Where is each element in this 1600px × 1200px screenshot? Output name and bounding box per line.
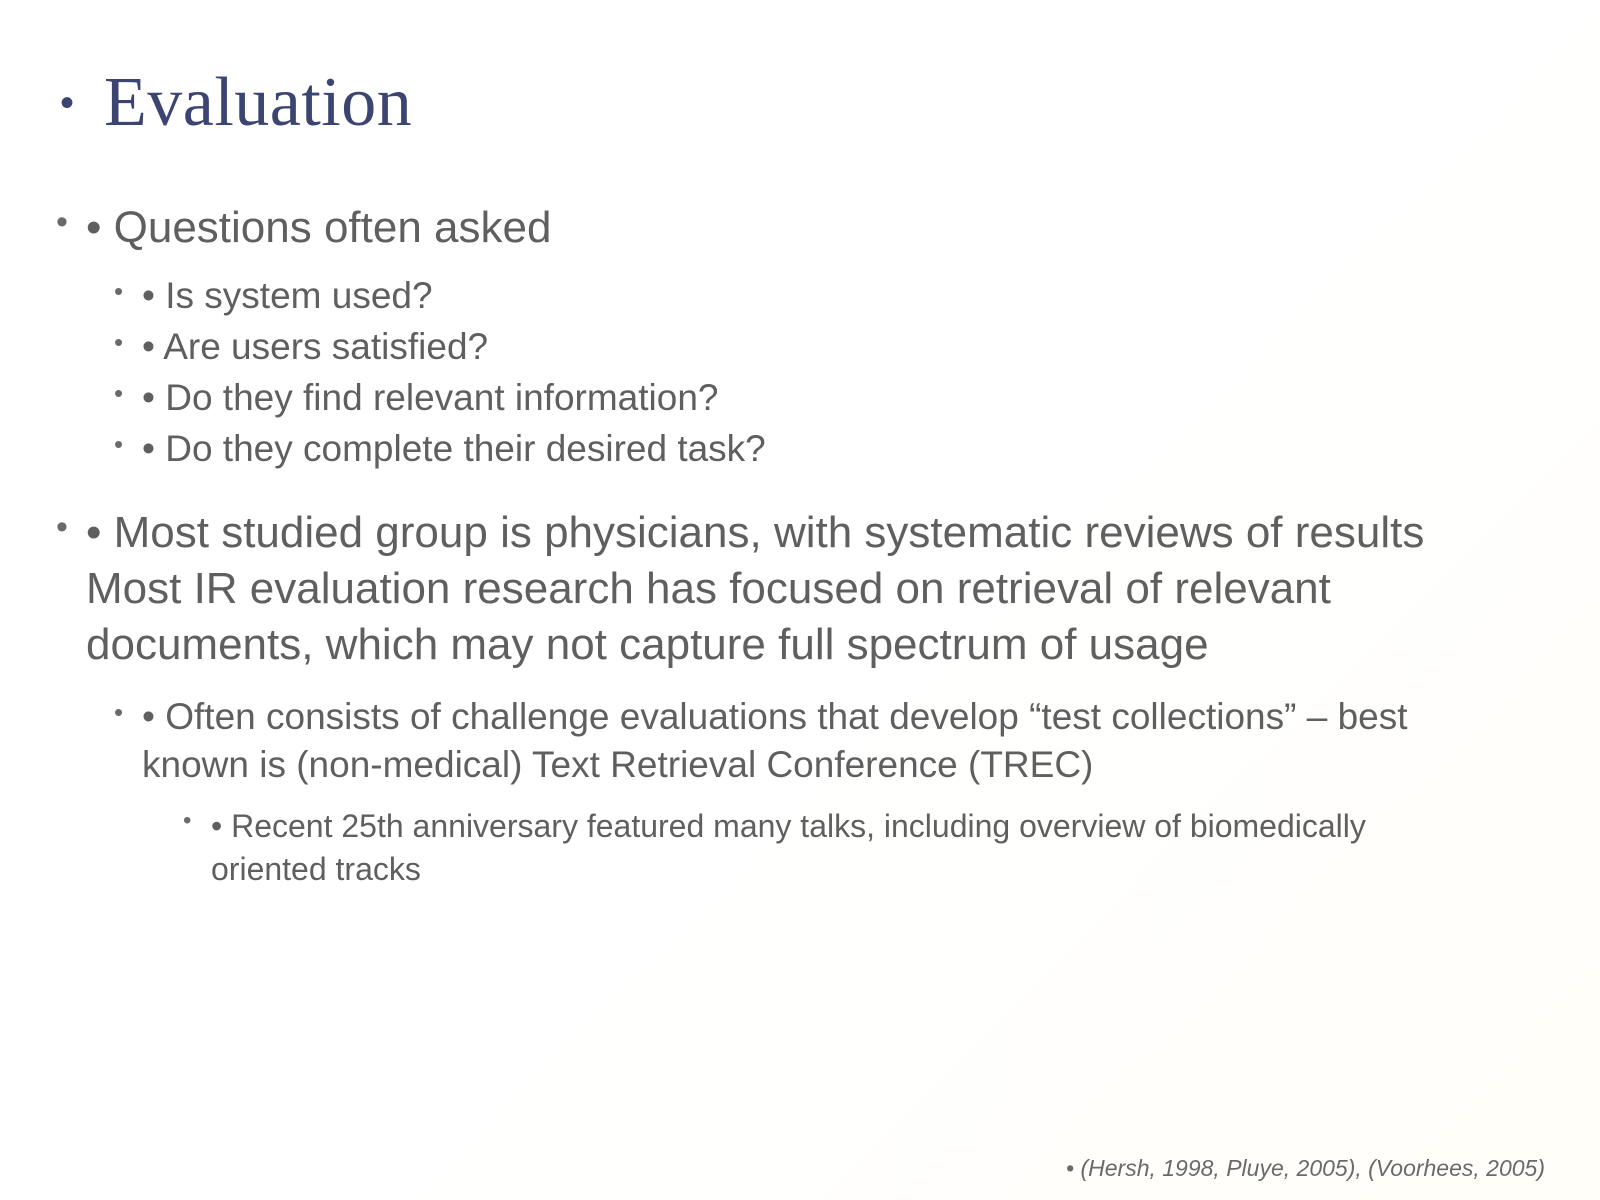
bullet-is-system-used xyxy=(114,272,433,320)
bullet-dot-icon: • xyxy=(114,429,124,459)
bullet-text: • Recent 25th anniversary featured many talks, including overview of biomedically oriented tracks xyxy=(211,808,1366,887)
citation: • (Hersh, 1998, Pluye, 2005), (Voorhees, 2005) xyxy=(1066,1155,1545,1181)
bullet-text: • Most studied group is physicians, with systematic reviews of results Most IR evaluation research has focused on retrieval of relevant documents, which may not capture full spectrum of usage xyxy=(86,508,1425,669)
bullet-most-studied-group xyxy=(56,505,1424,673)
bullet-dot-icon: • xyxy=(56,508,68,546)
bullet-dot-icon: • xyxy=(56,203,68,241)
bullet-dot-icon: • xyxy=(114,327,124,357)
bullet-dot-icon: • xyxy=(114,276,124,306)
bullet-are-users-satisfied xyxy=(114,323,488,371)
bullet-questions-often-asked xyxy=(56,200,551,256)
bullet-text: • Is system used? xyxy=(142,275,433,316)
bullet-dot-icon: • xyxy=(114,697,124,727)
bullet-text: • Are users satisfied? xyxy=(142,326,489,367)
bullet-dot-icon: • xyxy=(114,378,124,408)
bullet-text: • Do they find relevant information? xyxy=(142,377,719,418)
slide-title: Evaluation xyxy=(104,64,413,141)
bullet-25th-anniversary xyxy=(183,805,1366,891)
title-bullet-icon: • xyxy=(60,81,75,125)
bullet-text: • Questions often asked xyxy=(86,203,552,252)
bullet-dot-icon: • xyxy=(183,807,192,834)
slide-title-row xyxy=(60,64,413,141)
bullet-complete-desired-task xyxy=(114,425,766,473)
bullet-text: • Do they complete their desired task? xyxy=(142,428,766,469)
bullet-text: • Often consists of challenge evaluations that develop “test collections” – best known is (non-medical) Text Retrieval Conference (TREC) xyxy=(142,696,1408,785)
bullet-find-relevant-information xyxy=(114,374,718,422)
bullet-challenge-evaluations xyxy=(114,693,1408,789)
